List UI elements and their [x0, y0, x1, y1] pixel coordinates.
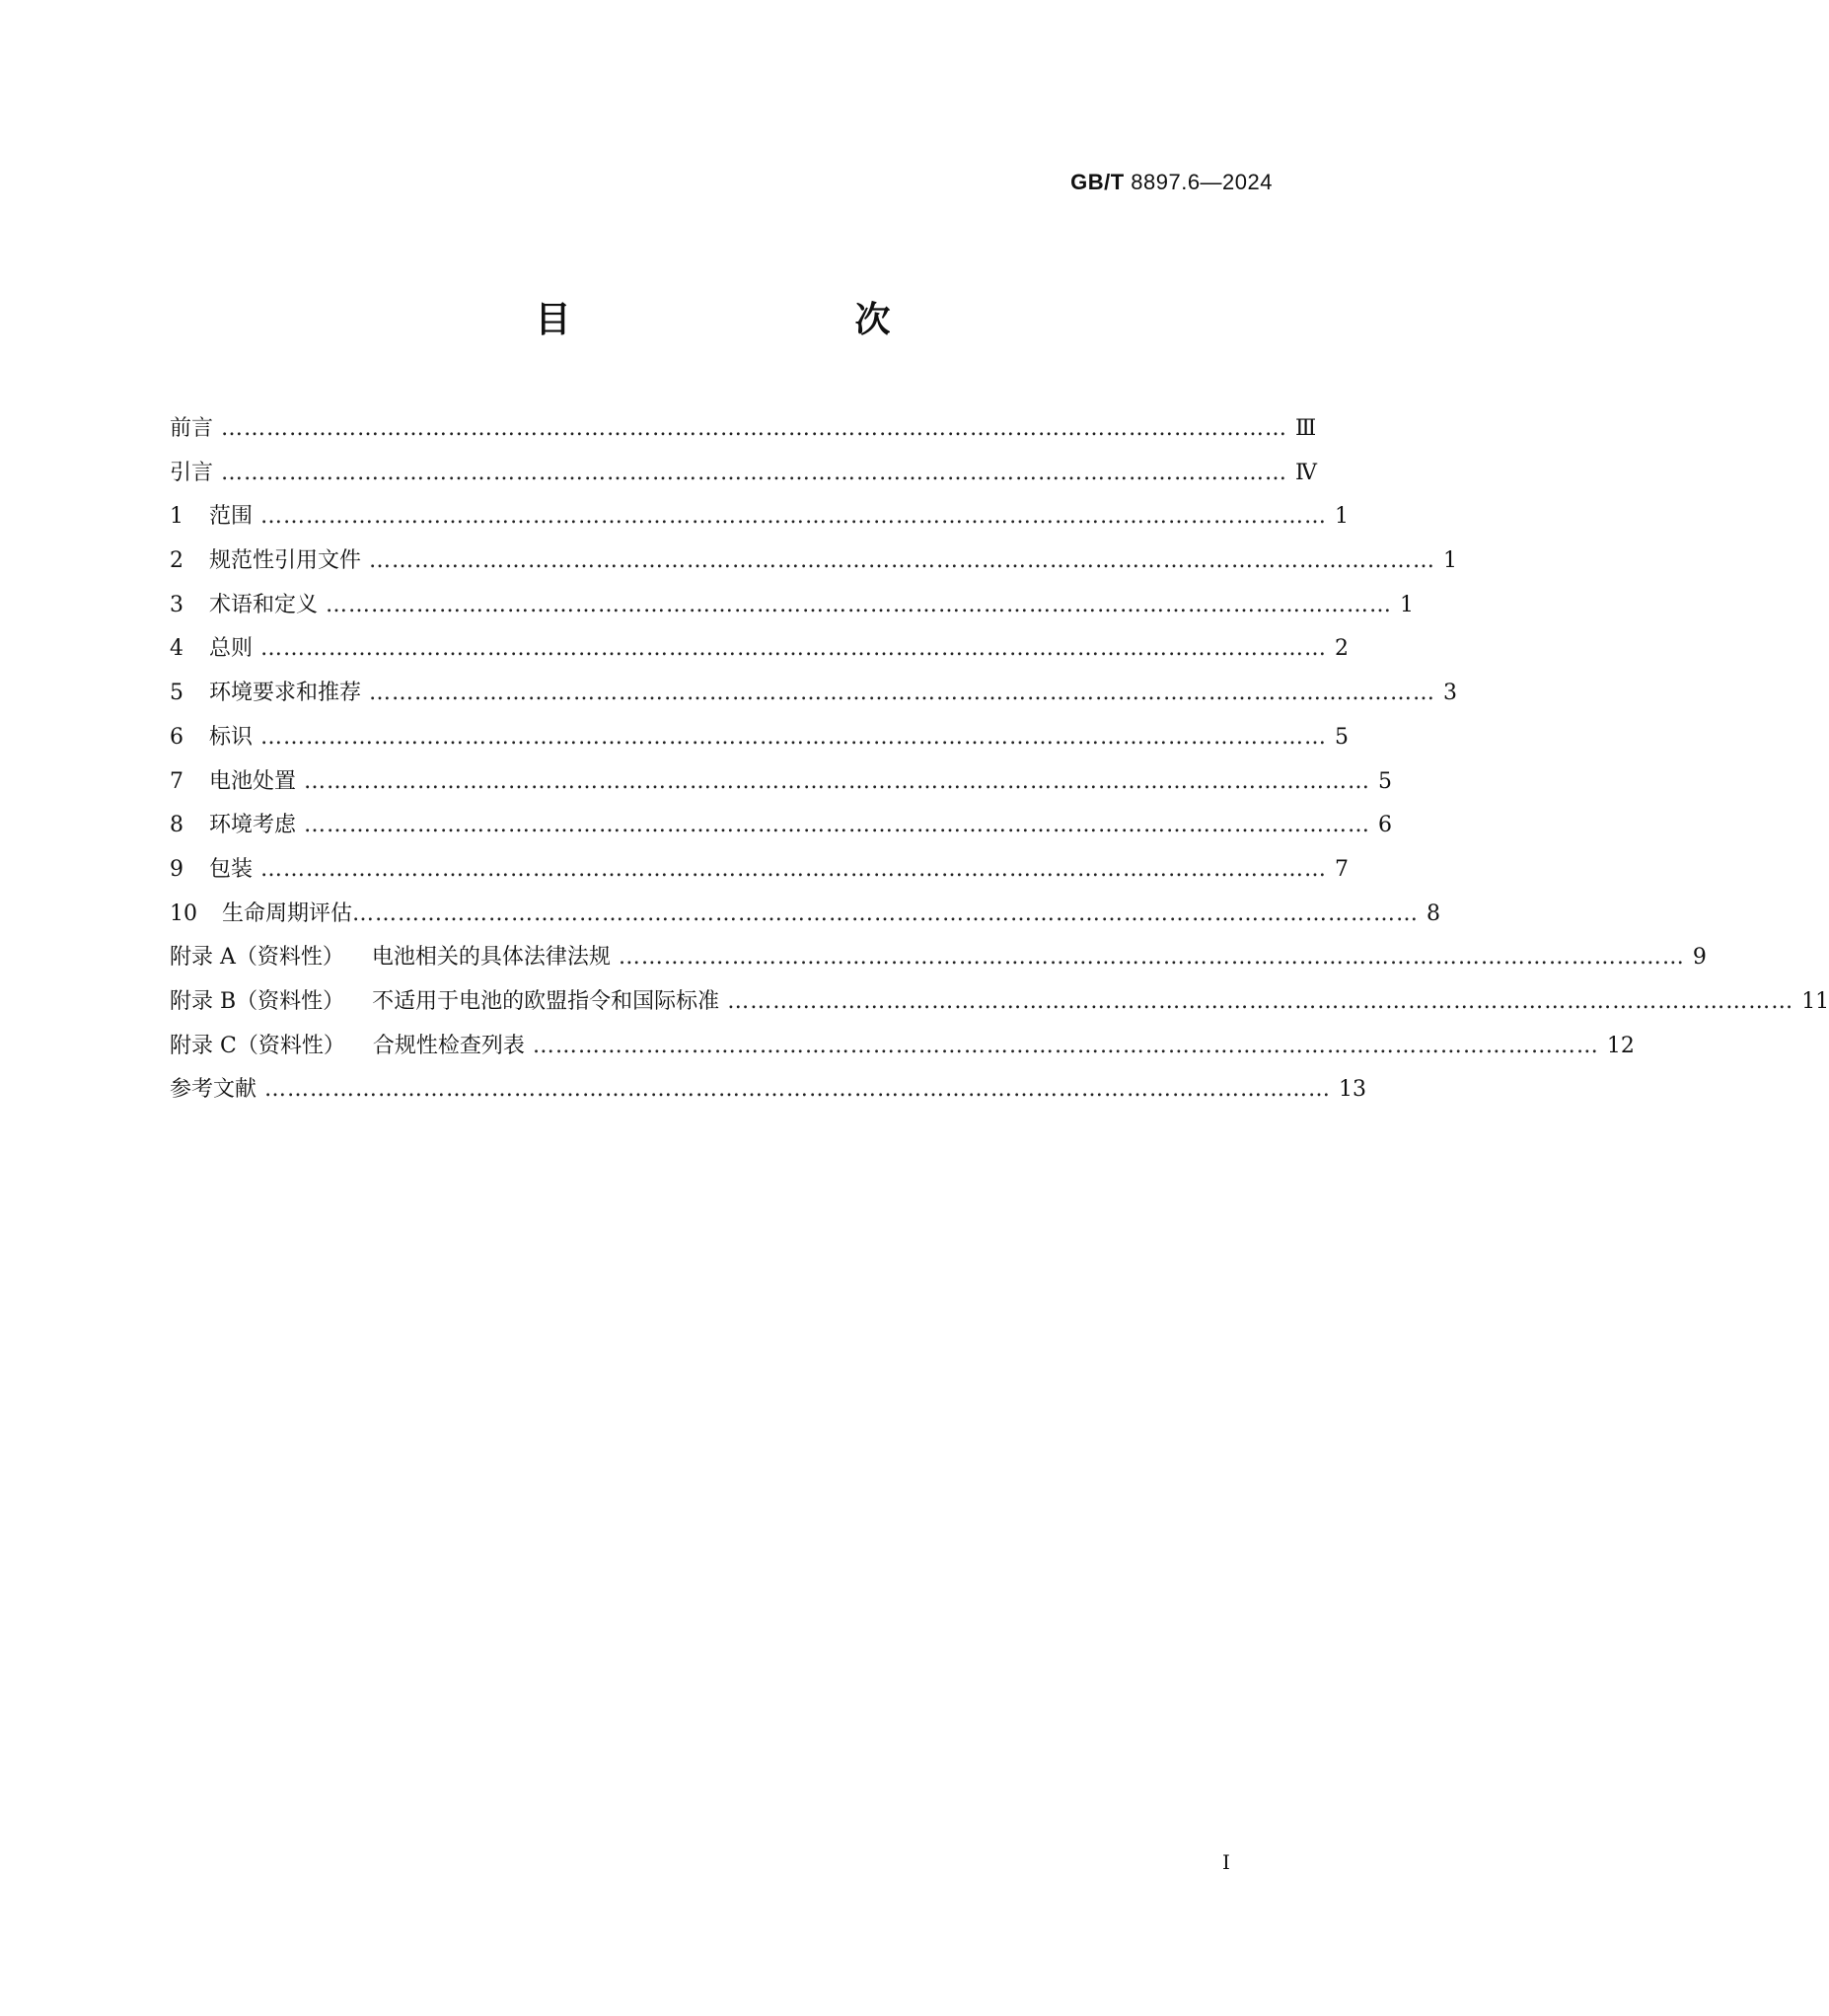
toc-leader-dots: …………………………………………………………………………………………………………………………… [532, 1033, 1599, 1058]
toc-entry-page: 11 [1801, 988, 1829, 1014]
toc-entry-page: 1 [1400, 592, 1415, 617]
toc-entry-label: 包装 [209, 856, 254, 882]
toc-leader-dots: …………………………………………………………………………………………………………………………… [304, 813, 1371, 838]
toc-entry-page: 1 [1443, 548, 1458, 574]
annex-title: 不适用于电池的欧盟指令和国际标准 [372, 988, 720, 1014]
toc-entry-number: 9 [170, 856, 183, 882]
toc-entry-6[interactable] [170, 716, 1350, 760]
table-of-contents [170, 407, 1829, 1113]
toc-entry-label: 标识 [209, 724, 254, 750]
toc-entry-number: 7 [170, 768, 183, 794]
toc-entry-number: 6 [170, 724, 183, 750]
toc-entry-label: 规范性引用文件 [209, 548, 362, 574]
toc-entry-3[interactable] [170, 584, 1415, 628]
annex-category: 附录 A（资料性） [170, 945, 344, 971]
page-title: 目 次 [535, 300, 962, 340]
toc-entry-number: 1 [170, 504, 183, 530]
toc-entry-bibliography[interactable] [170, 1068, 1367, 1113]
toc-entry-4[interactable] [170, 627, 1350, 672]
toc-entry-page: 9 [1692, 945, 1707, 971]
toc-entry-2[interactable] [170, 540, 1458, 584]
toc-entry-label: 参考文献 [170, 1077, 257, 1103]
toc-entry-label [170, 936, 611, 980]
toc-entry-label: 环境要求和推荐 [209, 681, 362, 706]
toc-entry-annex-a[interactable] [170, 936, 1707, 980]
toc-entry-label [170, 1025, 525, 1069]
toc-entry-page: 8 [1427, 900, 1441, 926]
toc-entry-page: 5 [1335, 724, 1350, 750]
toc-entry-7[interactable] [170, 760, 1393, 805]
toc-leader-dots: …………………………………………………………………………………………………………………………… [369, 681, 1436, 706]
toc-entry-label: 总则 [209, 636, 254, 662]
standard-code: 8897.6—2024 [1131, 170, 1273, 194]
toc-entry-10[interactable] [170, 893, 1441, 937]
standard-number [1070, 170, 1273, 195]
annex-category: 附录 C（资料性） [170, 1033, 345, 1058]
toc-entry-label: 范围 [209, 504, 254, 530]
toc-entry-page: 1 [1335, 504, 1350, 530]
toc-entry-foreword[interactable] [170, 407, 1317, 452]
toc-leader-dots: …………………………………………………………………………………………………………………………… [221, 460, 1288, 485]
toc-leader-dots: …………………………………………………………………………………………………………………………… [727, 988, 1794, 1014]
toc-entry-1[interactable] [170, 495, 1350, 540]
toc-entry-page: 2 [1335, 636, 1350, 662]
toc-entry-number: 5 [170, 681, 183, 706]
toc-leader-dots: …………………………………………………………………………………………………………………………… [260, 856, 1328, 882]
toc-entry-page: Ⅳ [1295, 460, 1317, 485]
toc-entry-label: 术语和定义 [209, 592, 319, 617]
toc-entry-page: 12 [1606, 1033, 1635, 1058]
toc-leader-dots: …………………………………………………………………………………………………………………………… [260, 504, 1328, 530]
toc-entry-annex-b[interactable] [170, 980, 1829, 1025]
toc-entry-page: 13 [1339, 1077, 1367, 1103]
annex-title: 合规性检查列表 [372, 1033, 525, 1058]
toc-entry-9[interactable] [170, 848, 1350, 893]
toc-entry-annex-c[interactable] [170, 1025, 1635, 1069]
toc-entry-page: 3 [1443, 681, 1458, 706]
toc-entry-page: 7 [1335, 856, 1350, 882]
toc-entry-label: 前言 [170, 416, 214, 441]
toc-leader-dots: …………………………………………………………………………………………………………………………… [618, 945, 1685, 971]
toc-entry-introduction[interactable] [170, 452, 1317, 496]
toc-leader-dots: …………………………………………………………………………………………………………………………… [260, 724, 1328, 750]
annex-title: 电池相关的具体法律法规 [371, 945, 611, 971]
toc-leader-dots: …………………………………………………………………………………………………………………………… [221, 416, 1288, 441]
toc-entry-number: 8 [170, 813, 183, 838]
toc-leader-dots: …………………………………………………………………………………………………………………………… [260, 636, 1328, 662]
toc-entry-page: Ⅲ [1295, 416, 1317, 441]
toc-entry-page: 6 [1378, 813, 1393, 838]
toc-entry-number: 4 [170, 636, 183, 662]
toc-entry-label: 生命周期评估 [222, 900, 353, 926]
toc-leader-dots: …………………………………………………………………………………………………………………………… [352, 900, 1420, 926]
toc-leader-dots: …………………………………………………………………………………………………………………………… [369, 548, 1436, 574]
annex-category: 附录 B（资料性） [170, 988, 345, 1014]
toc-entry-page: 5 [1378, 768, 1393, 794]
toc-entry-label: 环境考虑 [209, 813, 297, 838]
toc-leader-dots: …………………………………………………………………………………………………………………………… [326, 592, 1393, 617]
toc-leader-dots: …………………………………………………………………………………………………………………………… [304, 768, 1371, 794]
toc-entry-label: 电池处置 [209, 768, 297, 794]
toc-entry-label: 引言 [170, 460, 214, 485]
page-number: Ⅰ [1222, 1850, 1230, 1874]
toc-entry-number: 2 [170, 548, 183, 574]
standard-prefix: GB/T [1070, 170, 1125, 194]
toc-leader-dots: …………………………………………………………………………………………………………………………… [264, 1077, 1332, 1103]
toc-entry-number: 3 [170, 592, 183, 617]
toc-entry-8[interactable] [170, 804, 1393, 848]
toc-entry-number: 10 [170, 900, 197, 926]
toc-entry-5[interactable] [170, 672, 1458, 716]
toc-entry-label [170, 980, 719, 1025]
